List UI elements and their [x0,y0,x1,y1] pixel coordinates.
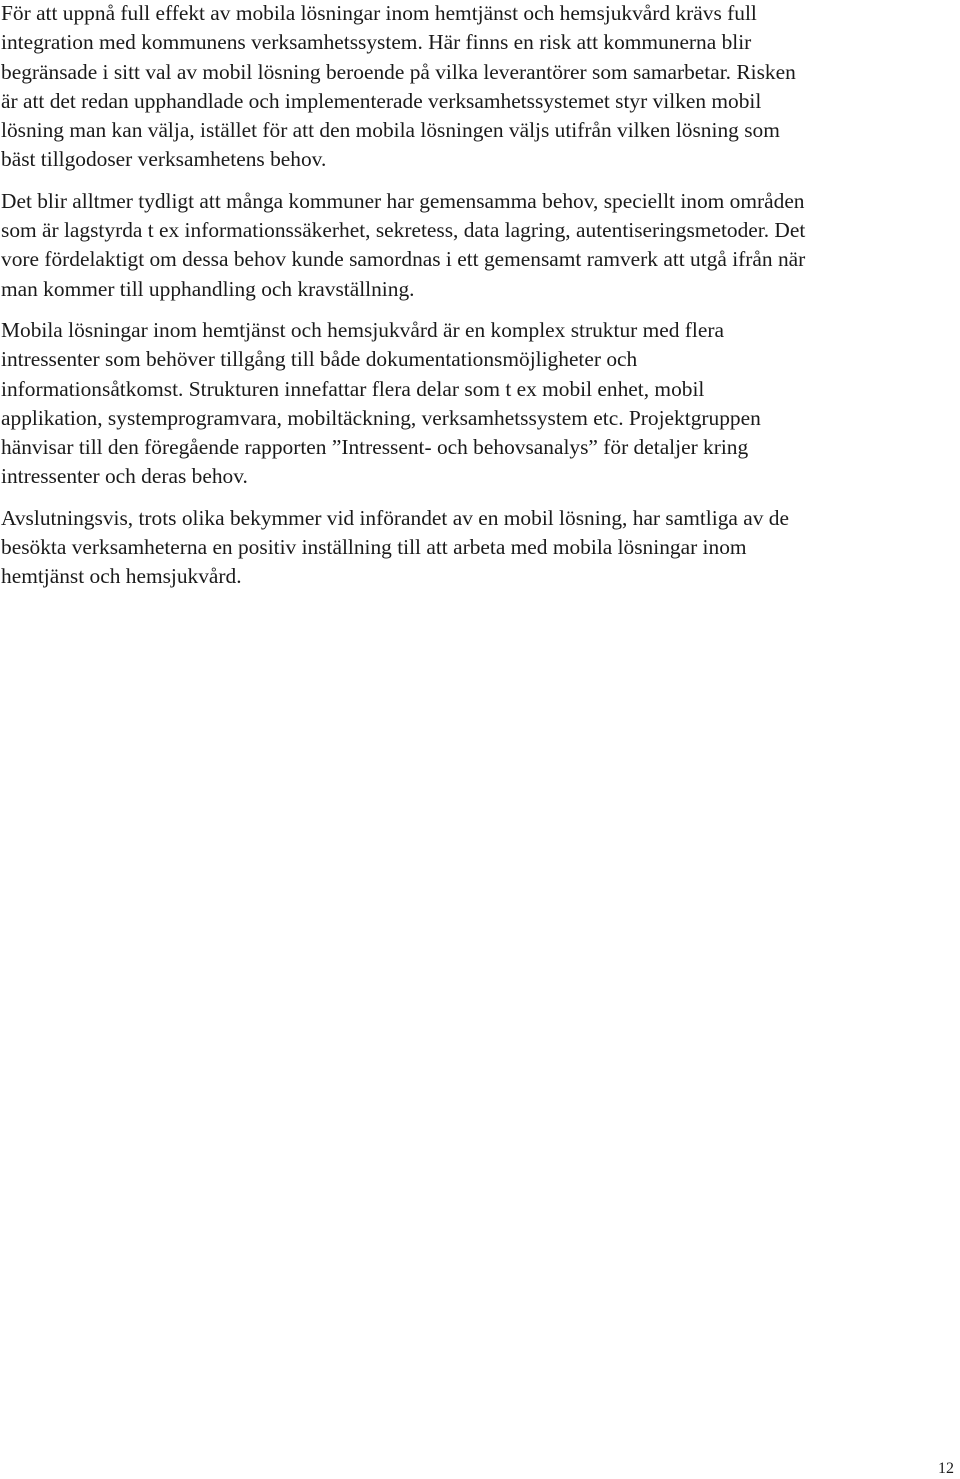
paragraph-structure: Mobila lösningar inom hemtjänst och hemsjukvård är en komplex struktur med flera intressenter som behöver tillgång till både dokumentationsmöjligheter och informationsåtkomst. Strukturen innefattar flera delar som t ex mobil enhet, mobil applikation, systemprogramvara, mobiltäckning, verksamhetssystem etc. Projektgruppen hänvisar till den föregående rapporten ”Intressent- och behovsanalys” för detaljer kring intressenter och deras behov. [1,317,761,489]
paragraph-conclusion: Avslutningsvis, trots olika bekymmer vid införandet av en mobil lösning, har samtliga av de besökta verksamheterna en positiv inställning till att arbeta med mobila lösningar inom hemtjänst och hemsjukvård. [1,505,789,589]
paragraph-common-needs: Det blir alltmer tydligt att många kommuner har gemensamma behov, speciellt inom områden som är lagstyrda t ex informationssäkerhet, sekretess, data lagring, autentiseringsmetoder. Det vore fördelaktigt om dessa behov kunde samordnas i ett gemensamt ramverk att utgå ifrån när man kommer till upphandling och kravställning. [1,188,806,301]
paragraph-integration: För att uppnå full effekt av mobila lösningar inom hemtjänst och hemsjukvård krävs full integration med kommunens verksamhetssystem. Här finns en risk att kommunerna blir begränsade i sitt val av mobil lösning beroende på vilka leverantörer som samarbetar. Risken är att det redan upphandlade och implementerade verksamhetssystemet styr vilken mobil lösning man kan välja, istället för att den mobila lösningen väljs utifrån vilken lösning som bäst tillgodoser verksamhetens behov. [1,1,796,172]
body-text [0,0,957,604]
page-number: 12 [938,1460,954,1477]
